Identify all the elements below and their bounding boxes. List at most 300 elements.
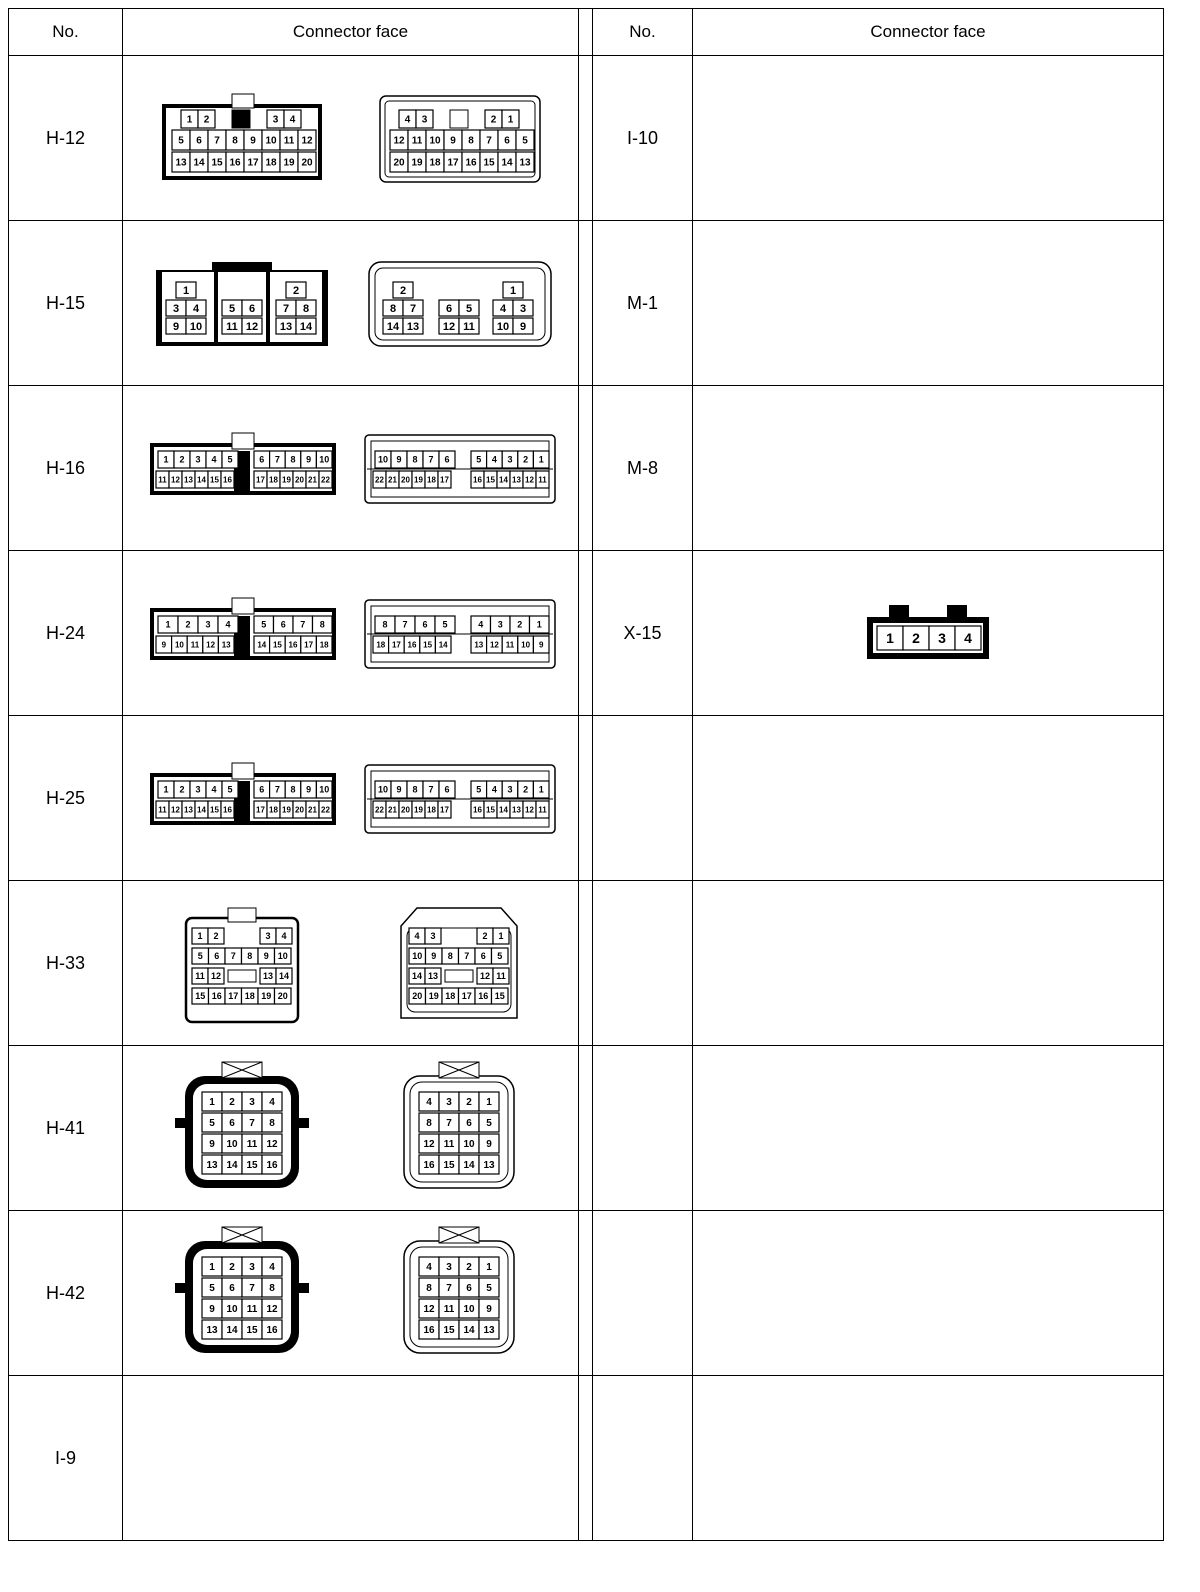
pin-number: 13 bbox=[483, 1160, 495, 1172]
pin-number: 9 bbox=[208, 1139, 215, 1151]
pin-number: 14 bbox=[193, 157, 205, 169]
pin-number: 18 bbox=[268, 805, 278, 815]
h15-male-connector bbox=[142, 248, 342, 358]
pin-number: 22 bbox=[375, 805, 385, 815]
pin-number: 1 bbox=[163, 454, 169, 465]
pin-number: 1 bbox=[486, 1262, 493, 1274]
connector-face-right bbox=[693, 1046, 1164, 1211]
pin-number: 11 bbox=[506, 640, 515, 650]
column-gap bbox=[579, 881, 593, 1046]
pin-number: 6 bbox=[196, 135, 203, 147]
pin-number: 7 bbox=[428, 784, 434, 795]
h33-male-connector bbox=[172, 898, 312, 1028]
pin-number: 7 bbox=[214, 135, 221, 147]
pin-number: 10 bbox=[497, 320, 510, 333]
pin-number: 8 bbox=[302, 302, 309, 315]
pin-number: 10 bbox=[318, 454, 329, 465]
connector-no-left: H-42 bbox=[9, 1211, 123, 1376]
pin-number: 5 bbox=[227, 454, 233, 465]
pin-number: 4 bbox=[211, 454, 217, 465]
h42-female-connector bbox=[384, 1223, 534, 1363]
connector-no-left: H-12 bbox=[9, 56, 123, 221]
pin-number: 13 bbox=[183, 475, 193, 485]
pin-number: 2 bbox=[517, 619, 523, 630]
pin-number: 15 bbox=[194, 991, 206, 1002]
pin-number: 3 bbox=[265, 931, 271, 942]
pin-number: 9 bbox=[486, 1139, 493, 1151]
pin-number: 10 bbox=[378, 784, 389, 795]
pin-number: 9 bbox=[263, 951, 269, 962]
pin-number: 12 bbox=[525, 805, 535, 815]
pin-number: 14 bbox=[499, 475, 509, 485]
pin-number: 2 bbox=[490, 114, 497, 126]
pin-number: 9 bbox=[161, 640, 166, 650]
pin-number: 11 bbox=[463, 320, 476, 333]
pin-number: 3 bbox=[248, 1262, 255, 1274]
pin-number: 15 bbox=[443, 1160, 455, 1172]
h12-female-connector bbox=[372, 88, 547, 188]
pin-number: 8 bbox=[232, 135, 239, 147]
column-gap bbox=[579, 386, 593, 551]
connector-no-right bbox=[593, 1046, 693, 1211]
table-row bbox=[9, 1046, 1164, 1211]
pin-number: 1 bbox=[182, 284, 189, 297]
pin-number: 18 bbox=[427, 805, 437, 815]
pin-number: 16 bbox=[407, 640, 417, 650]
pin-number: 15 bbox=[209, 475, 219, 485]
pin-number: 3 bbox=[520, 302, 527, 315]
pin-number: 12 bbox=[301, 135, 313, 147]
pin-number: 18 bbox=[376, 640, 386, 650]
connector-face-left bbox=[123, 1376, 579, 1541]
pin-number: 8 bbox=[426, 1283, 433, 1295]
pin-number: 6 bbox=[422, 619, 428, 630]
pin-number: 17 bbox=[303, 640, 313, 650]
connector-face-left bbox=[123, 716, 579, 881]
pin-number: 16 bbox=[423, 1325, 435, 1337]
pin-number: 16 bbox=[465, 157, 477, 169]
pin-number: 9 bbox=[396, 454, 402, 465]
header-no-right: No. bbox=[593, 9, 693, 56]
pin-number: 5 bbox=[521, 135, 528, 147]
pin-number: 2 bbox=[213, 931, 219, 942]
column-gap bbox=[579, 221, 593, 386]
pin-number: 20 bbox=[412, 991, 423, 1002]
pin-number: 3 bbox=[446, 1097, 453, 1109]
pin-number: 20 bbox=[401, 475, 411, 485]
pin-number: 7 bbox=[230, 951, 236, 962]
pin-number: 20 bbox=[294, 475, 304, 485]
pin-number: 19 bbox=[283, 157, 295, 169]
pin-number: 3 bbox=[938, 629, 946, 646]
pin-number: 10 bbox=[189, 320, 202, 333]
pin-number: 12 bbox=[490, 640, 500, 650]
connector-face-left bbox=[123, 551, 579, 716]
pin-number: 16 bbox=[478, 991, 489, 1002]
pin-number: 12 bbox=[245, 320, 258, 333]
pin-number: 9 bbox=[431, 951, 437, 962]
pin-number: 8 bbox=[412, 784, 418, 795]
pin-number: 19 bbox=[281, 805, 291, 815]
pin-number: 8 bbox=[390, 302, 397, 315]
connector-face-left bbox=[123, 386, 579, 551]
pin-number: 13 bbox=[221, 640, 231, 650]
pin-number: 13 bbox=[175, 157, 187, 169]
pin-number: 1 bbox=[165, 619, 171, 630]
connector-no-right bbox=[593, 1211, 693, 1376]
connector-face-left bbox=[123, 1046, 579, 1211]
table-row bbox=[9, 881, 1164, 1046]
pin-number: 17 bbox=[440, 475, 450, 485]
pin-number: 4 bbox=[225, 619, 231, 630]
pin-number: 2 bbox=[228, 1262, 235, 1274]
pin-number: 8 bbox=[382, 619, 388, 630]
pin-number: 7 bbox=[248, 1283, 255, 1295]
pin-number: 4 bbox=[192, 302, 199, 315]
pin-number: 13 bbox=[279, 320, 292, 333]
pin-number: 21 bbox=[307, 805, 317, 815]
pin-number: 3 bbox=[507, 454, 513, 465]
pin-number: 19 bbox=[260, 991, 272, 1002]
connector-no-right: X-15 bbox=[593, 551, 693, 716]
pin-number: 13 bbox=[519, 157, 531, 169]
pin-number: 8 bbox=[290, 784, 296, 795]
connector-face-right bbox=[693, 716, 1164, 881]
pin-number: 7 bbox=[248, 1118, 255, 1130]
pin-number: 18 bbox=[244, 991, 255, 1002]
pin-number: 12 bbox=[393, 135, 405, 147]
pin-number: 17 bbox=[461, 991, 473, 1002]
connector-no-left: H-15 bbox=[9, 221, 123, 386]
pin-number: 15 bbox=[494, 991, 506, 1002]
pin-number: 15 bbox=[486, 805, 496, 815]
pin-number: 6 bbox=[466, 1118, 473, 1130]
pin-number: 1 bbox=[498, 931, 504, 942]
connector-no-left: I-9 bbox=[9, 1376, 123, 1541]
pin-number: 21 bbox=[307, 475, 317, 485]
pin-number: 2 bbox=[185, 619, 191, 630]
pin-number: 16 bbox=[423, 1160, 435, 1172]
pin-number: 7 bbox=[446, 1118, 453, 1130]
pin-number: 5 bbox=[208, 1118, 215, 1130]
pin-number: 6 bbox=[480, 951, 487, 962]
pin-number: 2 bbox=[400, 284, 407, 297]
connector-no-right: I-10 bbox=[593, 56, 693, 221]
pin-number: 12 bbox=[423, 1139, 435, 1151]
pin-number: 11 bbox=[538, 475, 547, 485]
connector-no-left: H-25 bbox=[9, 716, 123, 881]
pin-number: 14 bbox=[299, 320, 312, 333]
pin-number: 20 bbox=[301, 157, 313, 169]
pin-number: 1 bbox=[510, 284, 517, 297]
pin-number: 13 bbox=[483, 1325, 495, 1337]
pin-number: 3 bbox=[446, 1262, 453, 1274]
connector-no-right bbox=[593, 716, 693, 881]
pin-number: 7 bbox=[410, 302, 417, 315]
pin-number: 11 bbox=[225, 320, 238, 333]
pin-number: 10 bbox=[226, 1304, 238, 1316]
pin-number: 4 bbox=[478, 619, 484, 630]
pin-number: 11 bbox=[158, 805, 167, 815]
pin-number: 6 bbox=[248, 302, 255, 315]
pin-number: 15 bbox=[246, 1325, 258, 1337]
pin-number: 11 bbox=[411, 135, 423, 147]
pin-number: 12 bbox=[443, 320, 456, 333]
pin-number: 14 bbox=[278, 971, 289, 982]
pin-number: 12 bbox=[423, 1304, 435, 1316]
pin-number: 22 bbox=[320, 475, 330, 485]
pin-number: 4 bbox=[404, 114, 411, 126]
pin-number: 1 bbox=[208, 1262, 215, 1274]
pin-number: 8 bbox=[447, 951, 454, 962]
h15-female-connector bbox=[359, 248, 559, 358]
pin-number: 17 bbox=[255, 805, 265, 815]
pin-number: 8 bbox=[268, 1283, 275, 1295]
pin-number: 7 bbox=[446, 1283, 453, 1295]
pin-number: 7 bbox=[274, 784, 280, 795]
pin-number: 18 bbox=[445, 991, 456, 1002]
pin-number: 17 bbox=[447, 157, 459, 169]
pin-number: 10 bbox=[463, 1304, 475, 1316]
pin-number: 13 bbox=[407, 320, 420, 333]
connector-face-right bbox=[693, 386, 1164, 551]
pin-number: 20 bbox=[294, 805, 304, 815]
connector-no-right: M-8 bbox=[593, 386, 693, 551]
pin-number: 4 bbox=[492, 454, 498, 465]
pin-number: 19 bbox=[414, 805, 424, 815]
pin-number: 20 bbox=[277, 991, 288, 1002]
h25-male-connector bbox=[142, 753, 342, 843]
header-face-left: Connector face bbox=[123, 9, 579, 56]
pin-number: 14 bbox=[196, 475, 206, 485]
pin-number: 5 bbox=[466, 302, 473, 315]
pin-number: 17 bbox=[392, 640, 402, 650]
pin-number: 16 bbox=[473, 475, 483, 485]
pin-number: 11 bbox=[443, 1139, 455, 1151]
connector-face-left bbox=[123, 56, 579, 221]
pin-number: 8 bbox=[268, 1118, 275, 1130]
pin-number: 3 bbox=[195, 784, 201, 795]
pin-number: 9 bbox=[305, 454, 311, 465]
pin-number: 6 bbox=[228, 1118, 235, 1130]
pin-number: 13 bbox=[512, 475, 522, 485]
h42-male-connector bbox=[167, 1223, 317, 1363]
pin-number: 13 bbox=[262, 971, 273, 982]
pin-number: 12 bbox=[266, 1139, 278, 1151]
pin-number: 5 bbox=[260, 619, 267, 630]
pin-number: 9 bbox=[520, 320, 527, 333]
pin-number: 11 bbox=[496, 971, 507, 982]
pin-number: 5 bbox=[208, 1283, 215, 1295]
pin-number: 9 bbox=[396, 784, 402, 795]
header-face-right: Connector face bbox=[693, 9, 1164, 56]
pin-number: 11 bbox=[194, 971, 205, 982]
pin-number: 14 bbox=[438, 640, 448, 650]
pin-number: 4 bbox=[492, 784, 498, 795]
pin-number: 22 bbox=[375, 475, 385, 485]
pin-number: 19 bbox=[414, 475, 424, 485]
connector-no-right bbox=[593, 881, 693, 1046]
pin-number: 1 bbox=[486, 1097, 493, 1109]
pin-number: 3 bbox=[195, 454, 201, 465]
column-gap bbox=[579, 56, 593, 221]
pin-number: 4 bbox=[964, 629, 972, 646]
pin-number: 6 bbox=[213, 951, 220, 962]
pin-number: 2 bbox=[482, 931, 488, 942]
connector-face-right bbox=[693, 1376, 1164, 1541]
pin-number: 10 bbox=[226, 1139, 238, 1151]
table-row bbox=[9, 221, 1164, 386]
x15-connector bbox=[863, 601, 993, 661]
connector-face-right bbox=[693, 56, 1164, 221]
pin-number: 5 bbox=[197, 951, 203, 962]
pin-number: 3 bbox=[248, 1097, 255, 1109]
pin-number: 9 bbox=[539, 640, 544, 650]
pin-number: 8 bbox=[319, 619, 325, 630]
pin-number: 12 bbox=[170, 805, 180, 815]
pin-number: 2 bbox=[203, 114, 210, 126]
column-gap bbox=[579, 1376, 593, 1541]
pin-number: 10 bbox=[412, 951, 423, 962]
pin-number: 5 bbox=[476, 784, 482, 795]
pin-number: 13 bbox=[428, 971, 439, 982]
pin-number: 5 bbox=[476, 454, 482, 465]
pin-number: 2 bbox=[912, 629, 920, 646]
pin-number: 18 bbox=[265, 157, 277, 169]
pin-number: 17 bbox=[227, 991, 239, 1002]
pin-number: 16 bbox=[266, 1160, 278, 1172]
pin-number: 4 bbox=[414, 931, 420, 942]
pin-number: 6 bbox=[228, 1283, 235, 1295]
pin-number: 2 bbox=[466, 1262, 473, 1274]
pin-number: 4 bbox=[211, 784, 217, 795]
pin-number: 4 bbox=[289, 114, 296, 126]
pin-number: 16 bbox=[288, 640, 298, 650]
pin-number: 11 bbox=[283, 135, 295, 147]
pin-number: 7 bbox=[485, 135, 492, 147]
pin-number: 9 bbox=[305, 784, 311, 795]
pin-number: 6 bbox=[259, 784, 265, 795]
h25-female-connector bbox=[359, 753, 559, 843]
pin-number: 18 bbox=[319, 640, 329, 650]
column-gap bbox=[579, 551, 593, 716]
connector-no-left: H-16 bbox=[9, 386, 123, 551]
pin-number: 11 bbox=[443, 1304, 455, 1316]
pin-number: 4 bbox=[500, 302, 507, 315]
pin-number: 19 bbox=[428, 991, 440, 1002]
pin-number: 5 bbox=[486, 1283, 493, 1295]
pin-number: 1 bbox=[163, 784, 169, 795]
table-row bbox=[9, 716, 1164, 881]
pin-number: 15 bbox=[486, 475, 496, 485]
pin-number: 19 bbox=[411, 157, 423, 169]
pin-number: 8 bbox=[467, 135, 474, 147]
connector-face-left bbox=[123, 1211, 579, 1376]
pin-number: 10 bbox=[277, 951, 288, 962]
pin-number: 22 bbox=[320, 805, 330, 815]
pin-number: 6 bbox=[259, 454, 265, 465]
pin-number: 10 bbox=[378, 454, 389, 465]
pin-number: 5 bbox=[228, 302, 235, 315]
pin-number: 4 bbox=[281, 931, 287, 942]
pin-number: 15 bbox=[483, 157, 495, 169]
pin-number: 4 bbox=[268, 1262, 275, 1274]
pin-number: 12 bbox=[266, 1304, 278, 1316]
connector-no-left: H-24 bbox=[9, 551, 123, 716]
pin-number: 17 bbox=[247, 157, 259, 169]
pin-number: 15 bbox=[209, 805, 219, 815]
column-gap bbox=[579, 1046, 593, 1211]
pin-number: 6 bbox=[503, 135, 510, 147]
table-row bbox=[9, 386, 1164, 551]
pin-number: 2 bbox=[466, 1097, 473, 1109]
pin-number: 2 bbox=[523, 784, 529, 795]
connector-face-left bbox=[123, 221, 579, 386]
pin-number: 5 bbox=[486, 1118, 493, 1130]
pin-number: 21 bbox=[388, 475, 398, 485]
pin-number: 14 bbox=[412, 971, 423, 982]
pin-number: 6 bbox=[280, 619, 286, 630]
pin-number: 9 bbox=[250, 135, 257, 147]
pin-number: 19 bbox=[281, 475, 291, 485]
h41-male-connector bbox=[167, 1058, 317, 1198]
connector-face-right bbox=[693, 1211, 1164, 1376]
pin-number: 5 bbox=[227, 784, 233, 795]
pin-number: 1 bbox=[538, 454, 544, 465]
pin-number: 10 bbox=[265, 135, 277, 147]
pin-number: 7 bbox=[282, 302, 289, 315]
pin-number: 11 bbox=[158, 475, 167, 485]
table-row bbox=[9, 551, 1164, 716]
pin-number: 7 bbox=[274, 454, 280, 465]
pin-number: 13 bbox=[512, 805, 522, 815]
pin-number: 14 bbox=[501, 157, 513, 169]
table-row bbox=[9, 1376, 1164, 1541]
h41-female-connector bbox=[384, 1058, 534, 1198]
pin-number: 12 bbox=[210, 971, 221, 982]
pin-number: 8 bbox=[412, 454, 418, 465]
pin-number: 7 bbox=[428, 454, 434, 465]
pin-number: 14 bbox=[226, 1325, 238, 1337]
pin-number: 14 bbox=[257, 640, 267, 650]
pin-number: 1 bbox=[208, 1097, 215, 1109]
pin-number: 1 bbox=[197, 931, 203, 942]
pin-number: 2 bbox=[228, 1097, 235, 1109]
pin-number: 15 bbox=[272, 640, 282, 650]
pin-number: 10 bbox=[429, 135, 441, 147]
pin-number: 14 bbox=[226, 1160, 238, 1172]
pin-number: 16 bbox=[473, 805, 483, 815]
pin-number: 15 bbox=[423, 640, 433, 650]
pin-number: 2 bbox=[292, 284, 299, 297]
column-gap bbox=[579, 1211, 593, 1376]
pin-number: 16 bbox=[266, 1325, 278, 1337]
pin-number: 8 bbox=[426, 1118, 433, 1130]
pin-number: 11 bbox=[246, 1139, 258, 1151]
header-row bbox=[9, 9, 1164, 56]
pin-number: 20 bbox=[393, 157, 405, 169]
pin-number: 5 bbox=[442, 619, 448, 630]
connector-face-right bbox=[693, 551, 1164, 716]
connector-face-left bbox=[123, 881, 579, 1046]
pin-number: 14 bbox=[196, 805, 206, 815]
pin-number: 9 bbox=[208, 1304, 215, 1316]
pin-number: 1 bbox=[886, 629, 894, 646]
h16-male-connector bbox=[142, 423, 342, 513]
pin-number: 1 bbox=[507, 114, 514, 126]
pin-number: 12 bbox=[170, 475, 180, 485]
pin-number: 16 bbox=[229, 157, 241, 169]
